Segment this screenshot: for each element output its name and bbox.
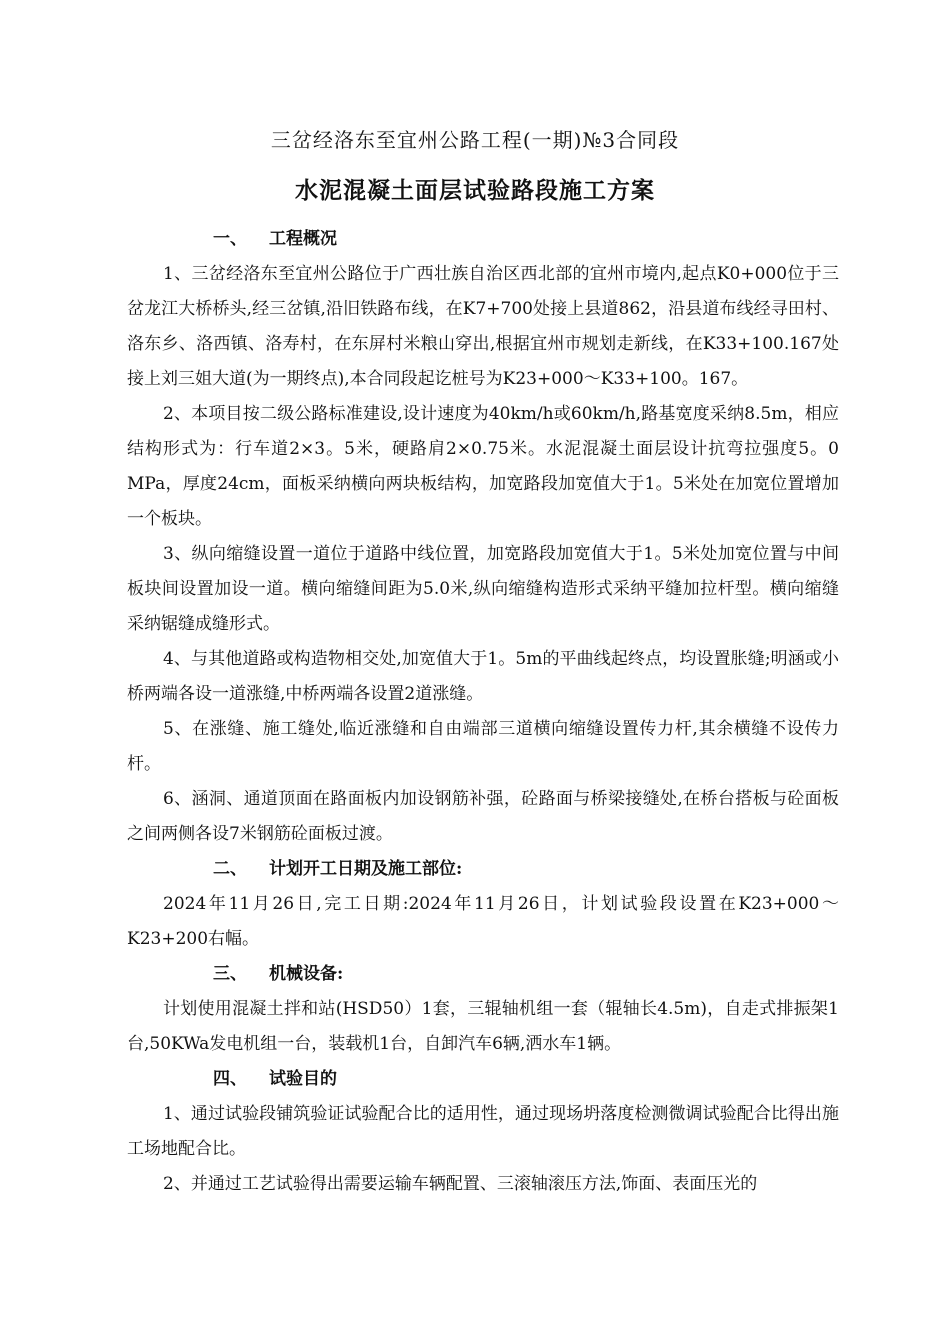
paragraph: 4、与其他道路或构造物相交处,加宽值大于1。5m的平曲线起终点，均设置胀缝;明涵或小桥两端各设一道涨缝,中桥两端各设置2道涨缝。: [127, 649, 839, 704]
paragraph: 5、在涨缝、施工缝处,临近涨缝和自由端部三道横向缩缝设置传力杆,其余横缝不设传力杆。: [127, 719, 839, 774]
document-body: [127, 222, 839, 1202]
document-subtitle: 三岔经洛东至宜州公路工程(一期)№3合同段: [270, 128, 680, 152]
paragraph: 6、涵洞、通道顶面在路面板内加设钢筋补强，砼路面与桥梁接缝处,在桥台搭板与砼面板之间两侧各设7米钢筋砼面板过渡。: [127, 789, 839, 844]
document-title: 水泥混凝土面层试验路段施工方案: [295, 177, 655, 204]
paragraph: 计划使用混凝土拌和站(HSD50）1套，三辊轴机组一套（辊轴长4.5m)，自走式排振架1台,50KWa发电机组一台，装载机1台，自卸汽车6辆,洒水车1辆。: [127, 999, 839, 1054]
section-heading-purpose: 四、 试验目的: [213, 1069, 337, 1089]
paragraph: 2、本项目按二级公路标准建设,设计速度为40km/h或60km/h,路基宽度采纳8.5m，相应结构形式为：行车道2×3。5米，硬路肩2×0.75米。水泥混凝土面层设计抗弯拉强度5。0 MPa，厚度24cm，面板采纳横向两块板结构，加宽路段加宽值大于1。5米处在加宽位置增加一个板块。: [127, 404, 839, 529]
section-heading-equipment: 三、 机械设备:: [213, 964, 344, 984]
paragraph: 2024年11月26日,完工日期:2024年11月26日，计划试验段设置在K23+000～K23+200右幅。: [127, 894, 839, 949]
section-heading-overview: 一、 工程概况: [213, 229, 337, 249]
paragraph: 1、通过试验段铺筑验证试验配合比的适用性，通过现场坍落度检测微调试验配合比得出施工场地配合比。: [127, 1104, 839, 1159]
paragraph: 3、纵向缩缝设置一道位于道路中线位置，加宽路段加宽值大于1。5米处加宽位置与中间板块间设置加设一道。横向缩缝间距为5.0米,纵向缩缝构造形式采纳平缝加拉杆型。横向缩缝采纳锯缝成缝形式。: [127, 544, 839, 634]
paragraph: 1、三岔经洛东至宜州公路位于广西壮族自治区西北部的宜州市境内,起点K0+000位于三岔龙江大桥桥头,经三岔镇,沿旧铁路布线，在K7+700处接上县道862，沿县道布线经寻田村、洛东乡、洛西镇、洛寿村，在东屏村米粮山穿出,根据宜州市规划走新线，在K33+100.167处接上刘三姐大道(为一期终点),本合同段起讫桩号为K23+000～K33+100。167。: [127, 264, 839, 389]
paragraph: 2、并通过工艺试验得出需要运输车辆配置、三滚轴滚压方法,饰面、表面压光的: [163, 1174, 758, 1194]
section-heading-schedule: 二、 计划开工日期及施工部位:: [213, 859, 463, 879]
